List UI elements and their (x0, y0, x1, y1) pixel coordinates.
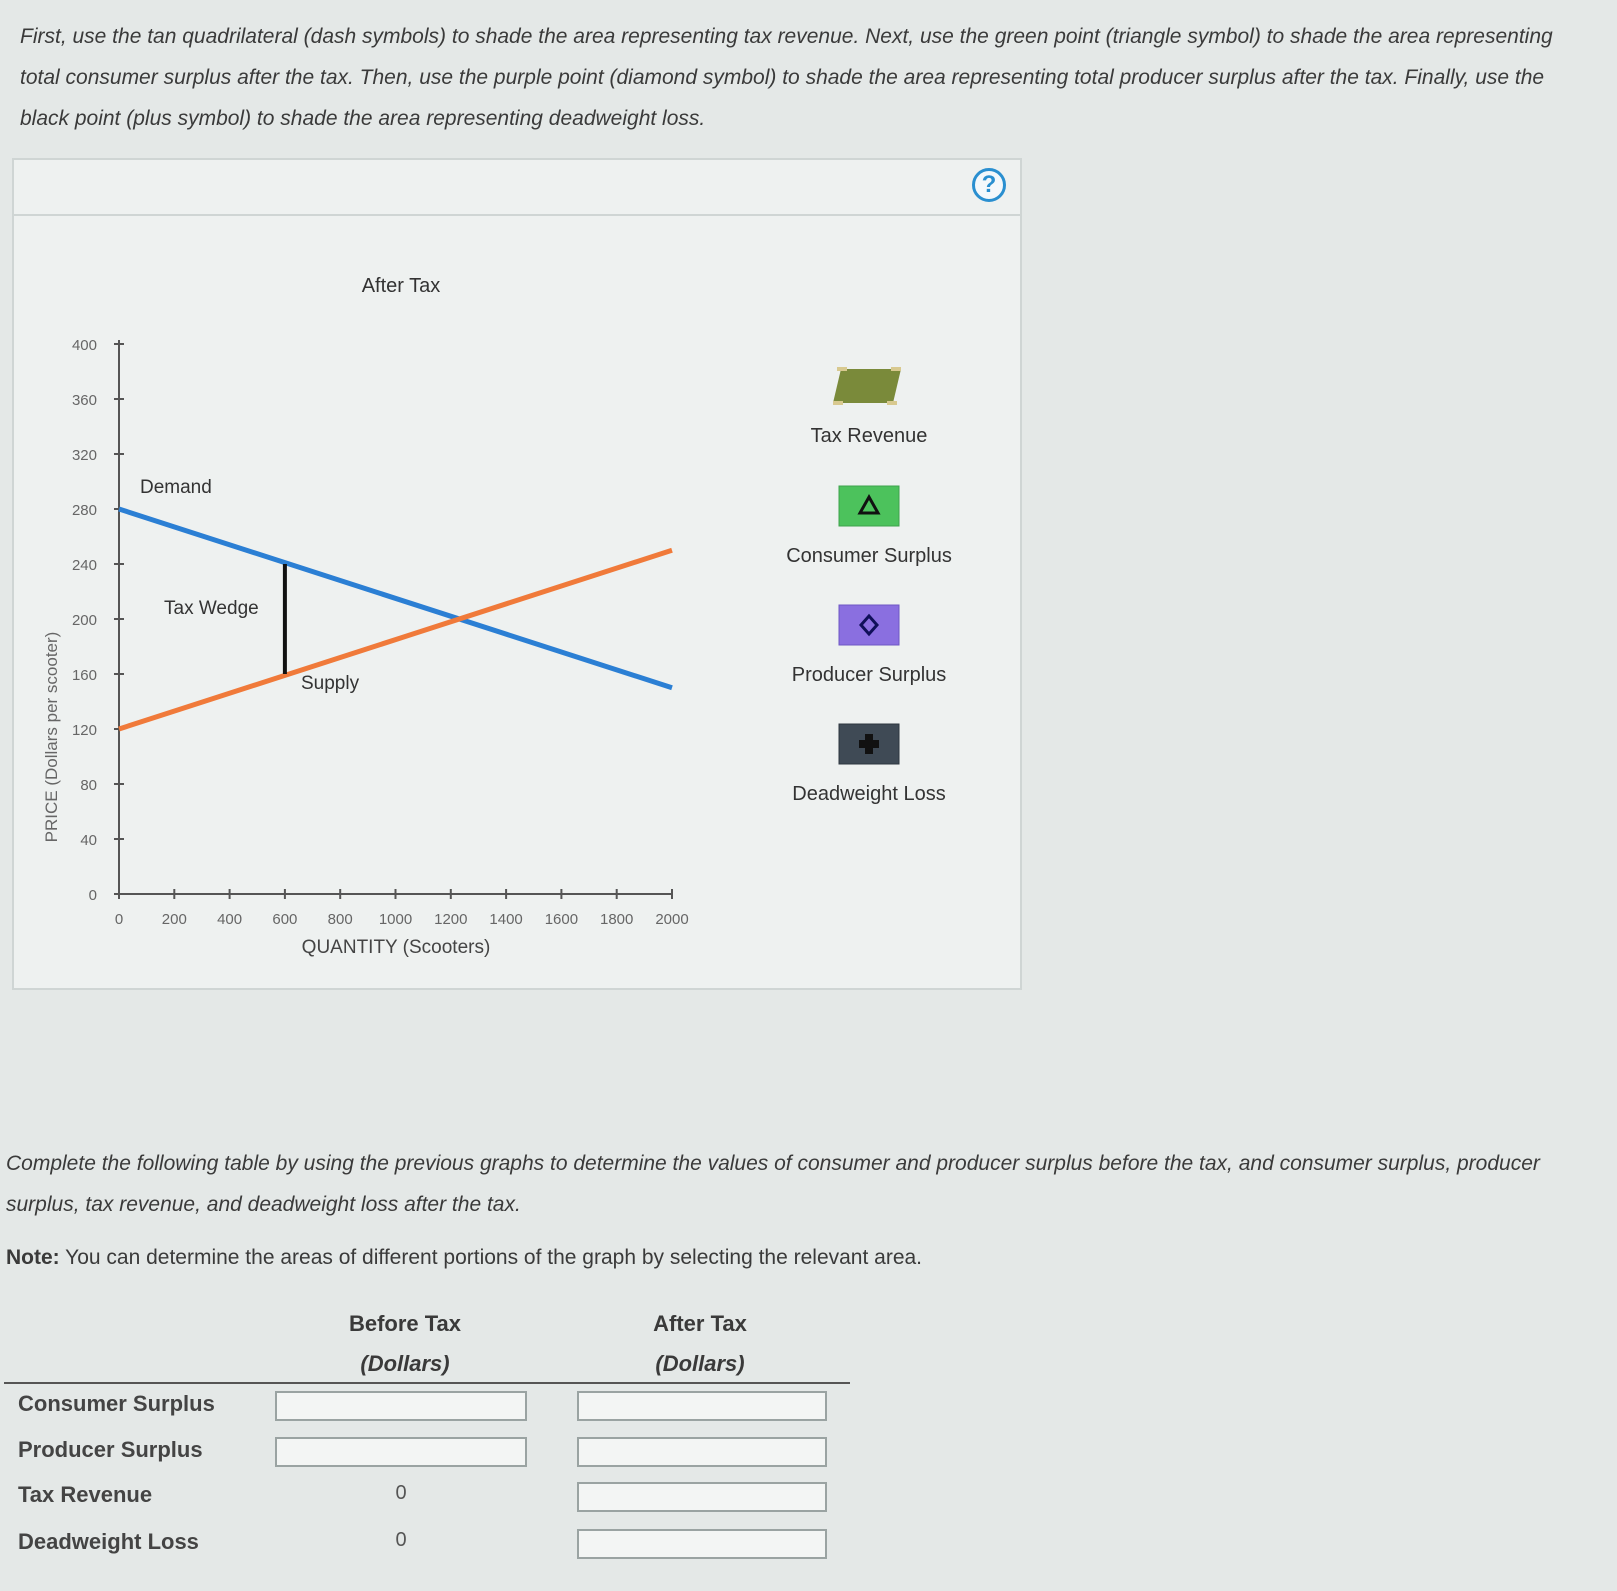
surplus-table (0, 1300, 860, 1580)
legend-label-deadweight-loss: Deadweight Loss (792, 783, 946, 805)
y-tick-label: 0 (88, 887, 97, 904)
graph-panel (12, 158, 1022, 990)
y-tick-label: 280 (71, 502, 97, 519)
y-tick-label: 240 (71, 557, 97, 574)
legend-producer-surplus[interactable] (759, 604, 979, 687)
row-label-deadweight-loss: Deadweight Loss (18, 1529, 199, 1554)
y-tick-label: 120 (71, 722, 97, 739)
x-tick-label: 1000 (378, 911, 413, 928)
note-body: You can determine the areas of different portions of the graph by selecting the relevant area. (59, 1246, 923, 1269)
x-tick-label: 600 (272, 911, 298, 928)
consumer-surplus-after-input[interactable] (577, 1391, 827, 1421)
supply-label: Supply (301, 673, 360, 694)
y-tick-label: 40 (80, 832, 97, 849)
chart-axes (72, 337, 689, 928)
y-axis-label: PRICE (Dollars per scooter) (42, 631, 61, 843)
x-tick-label: 800 (327, 911, 353, 928)
legend-label-producer-surplus: Producer Surplus (791, 664, 947, 686)
y-tick-label: 80 (80, 777, 97, 794)
chart-series[interactable] (119, 509, 672, 729)
table-question-text: Complete the following table by using the previous graphs to determine the values of consumer and producer surplus before the tax, and consumer surplus, producer surplus, tax revenue, and deadweight loss after the tax. (6, 1152, 1540, 1216)
tax-revenue-before-value: 0 (395, 1482, 407, 1504)
legend-tax-revenue[interactable] (759, 365, 979, 448)
x-tick-label: 2000 (655, 911, 689, 928)
table-header-rule (4, 1382, 850, 1384)
black-plus-icon[interactable] (838, 723, 900, 765)
y-tick-label: 320 (71, 447, 97, 464)
x-axis-label: QUANTITY (Scooters) (301, 937, 491, 958)
legend-label-consumer-surplus: Consumer Surplus (786, 545, 952, 567)
y-tick-label: 200 (71, 612, 97, 629)
row-label-tax-revenue: Tax Revenue (18, 1482, 153, 1507)
column-title-after-tax: After Tax (653, 1311, 747, 1336)
legend-consumer-surplus[interactable] (759, 485, 979, 568)
column-header-after-tax (595, 1304, 805, 1384)
row-label-producer-surplus: Producer Surplus (18, 1437, 203, 1462)
y-tick-label: 360 (71, 392, 97, 409)
purple-diamond-icon[interactable] (838, 604, 900, 646)
legend-deadweight-loss[interactable] (759, 723, 979, 806)
x-tick-label: 1600 (544, 911, 579, 928)
y-tick-label: 400 (71, 337, 97, 354)
producer-surplus-after-input[interactable] (577, 1437, 827, 1467)
tax-revenue-after-input[interactable] (577, 1482, 827, 1512)
column-unit-before-tax: (Dollars) (360, 1351, 450, 1376)
x-tick-label: 400 (217, 911, 243, 928)
supply-curve (119, 550, 672, 729)
supply-demand-chart[interactable] (14, 160, 1020, 988)
tan-quadrilateral-dash-icon[interactable] (829, 365, 909, 407)
demand-label: Demand (140, 477, 212, 498)
x-tick-label: 1200 (434, 911, 468, 928)
column-header-before-tax (300, 1304, 510, 1384)
producer-surplus-before-input[interactable] (275, 1437, 527, 1467)
legend-label-tax-revenue: Tax Revenue (810, 425, 928, 447)
x-tick-label: 0 (114, 911, 124, 928)
green-triangle-icon[interactable] (838, 485, 900, 527)
instructions-text: First, use the tan quadrilateral (dash symbols) to shade the area representing tax revenue. Next, use the green point (triangle symbol) to shade the area representing total consumer surplus after the tax. Then, use the purple point (diamond symbol) to shade the area representing total producer surplus after the tax. Finally, use the black point (plus symbol) to shade the area representing deadweight loss. (20, 25, 1553, 130)
row-label-consumer-surplus: Consumer Surplus (18, 1391, 215, 1416)
deadweight-loss-before-value: 0 (395, 1529, 407, 1551)
note-text (6, 1246, 922, 1270)
y-tick-label: 160 (71, 667, 97, 684)
column-title-before-tax: Before Tax (348, 1311, 462, 1336)
deadweight-loss-after-input[interactable] (577, 1529, 827, 1559)
note-label: Note: (6, 1246, 60, 1269)
consumer-surplus-before-input[interactable] (275, 1391, 527, 1421)
tax-wedge-label: Tax Wedge (164, 598, 259, 619)
x-tick-label: 1800 (600, 911, 634, 928)
column-unit-after-tax: (Dollars) (655, 1351, 745, 1376)
chart-title: After Tax (361, 275, 441, 297)
x-tick-label: 200 (161, 911, 187, 928)
help-icon[interactable]: ? (972, 168, 1006, 202)
x-tick-label: 1400 (489, 911, 523, 928)
